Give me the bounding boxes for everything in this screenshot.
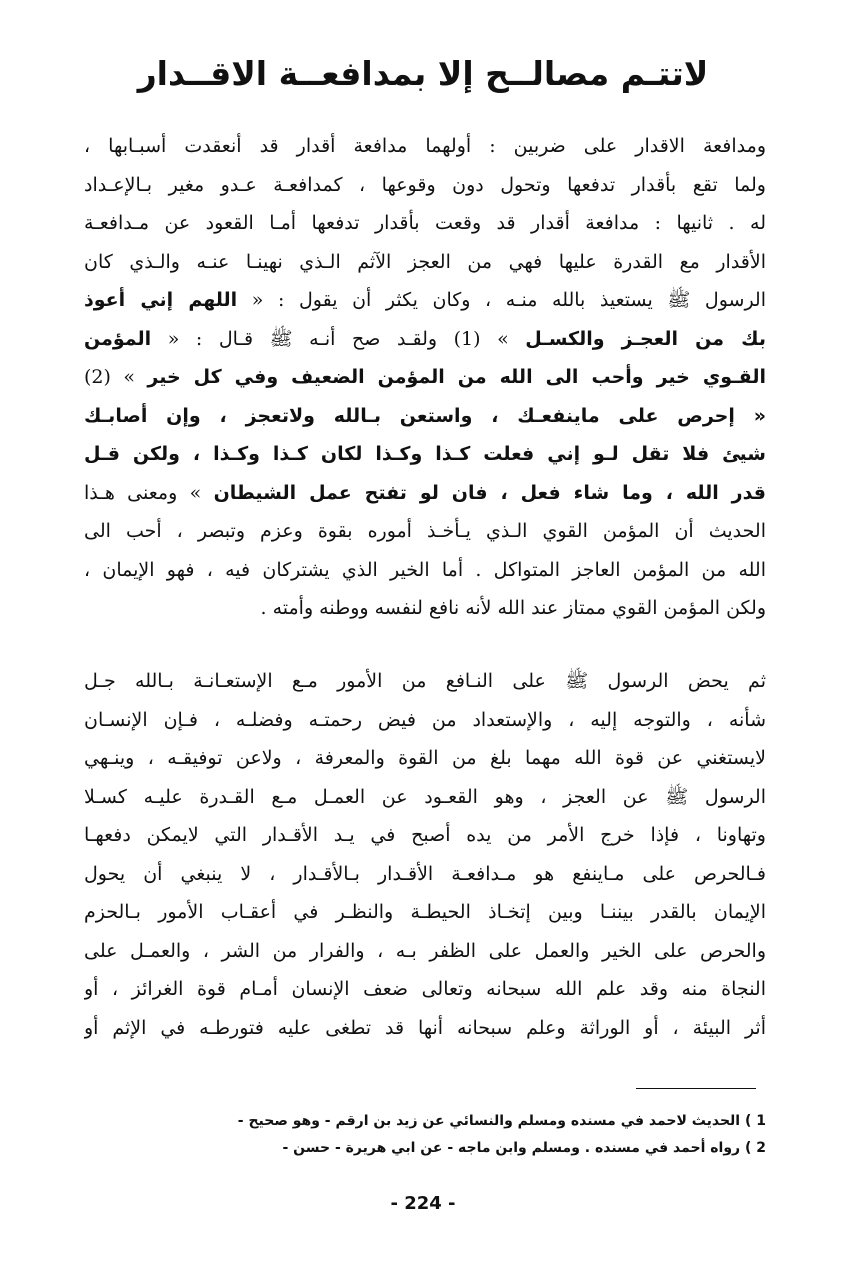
hadith-quote: اللهم إني أعوذ [84, 289, 238, 311]
footnotes [84, 1108, 766, 1162]
hadith-quote-line: شيئ فلا تقل لـو إني فعلت كـذا وكـذا لكان كـذا وكـذا ، ولكن قـل [84, 443, 766, 465]
hadith-quote: بك من العجـز والكسـل [525, 327, 766, 350]
text-line: وتهاونا ، فإذا خرج الأمر من يده أصبح في يـد الأقـدار التي لايمكن دفعهـا [84, 824, 766, 846]
text-line-mixed [84, 320, 766, 359]
text-line: ومدافعة الاقدار على ضربين : أولهما مدافعة أقدار قد أنعقدت أسبـابها ، [84, 135, 766, 157]
text-line-mixed [84, 474, 766, 513]
text-line: الإيمان بالقدر بيننـا وبين إتخـاذ الحيطـة والنظـر في أعقـاب الأمور بـالحزم [84, 901, 766, 923]
text-line: فـالحرص على مـاينفع هو مـدافعـة الأقـدار بـالأقـدار ، لا ينبغي أن يحول [84, 862, 766, 885]
text-segment: » (2) [84, 366, 148, 388]
text-segment: » ومعنى هـذا [84, 481, 214, 504]
footnote-2: 2 ) رواه أحمد في مسنده . ومسلم وابن ماجه - عن ابي هريرة - حسن - [282, 1140, 766, 1156]
text-line: الأقدار مع القدرة عليها فهي من العجز الآثم الـذي نهينـا عنـه والـذي كان [84, 250, 766, 273]
text-line-mixed [84, 358, 766, 397]
text-line: أثر البيئة ، أو الوراثة وعلم سبحانه أنها قد تطغى عليه فتورطـه في الإثم أو [84, 1016, 766, 1039]
text-line: الرسول ﷺ عن العجز ، وهو القعـود عن العمـل مـع القـدرة عليـه كسـلا [84, 785, 766, 808]
text-line: له . ثانيها : مدافعة أقدار قد وقعت بأقدار تدفعها أمـا القعود عن مـدافعـة [84, 212, 766, 234]
text-line: شأنه ، والتوجه إليه ، والإستعداد من فيض رحمتـه وفضلـه ، فـإن الإنسـان [84, 708, 766, 731]
paragraph-2 [84, 662, 766, 1047]
text-line: النجاة منه وقد علم الله سبحانه وتعالى ضعف الإنسان أمـام قوة الغرائز ، أو [84, 978, 766, 1000]
footnote-divider [636, 1088, 756, 1089]
text-line: ثم يحض الرسول ﷺ على النـافع من الأمور مـع الإستعـانـة بـالله جـل [84, 670, 766, 692]
hadith-quote-line: « إحرص على ماينفعـك ، واستعن بـالله ولاتعجز ، وإن أصابـك [84, 404, 766, 427]
footnote-1: 1 ) الحديث لاحمد في مسنده ومسلم والنسائي عن زيد بن ارقم - وهو صحيح - [237, 1113, 766, 1129]
text-segment: » (1) ولقـد صح أنـه ﷺ قـال : « [151, 327, 526, 350]
hadith-quote: القـوي خير وأحب الى الله من المؤمن الضعيف وفي كل خير [147, 366, 766, 388]
page-number: - 224 - [390, 1193, 456, 1214]
paragraph-1 [84, 127, 766, 628]
hadith-quote: قدر الله ، وما شاء فعل ، فان لو تفتح عمل الشيطان [213, 481, 766, 504]
text-line: الله من المؤمن العاجز المتواكل . أما الخير الذي يشتركان فيه ، فهو الإيمان ، [84, 558, 766, 581]
text-line: ولما تقع بأقدار تدفعها وتحول دون وقوعها ، كمدافعـة عـدو مغير بـالإعـداد [84, 173, 766, 196]
text-line: لايستغني عن قوة الله مهما بلغ من القوة والمعرفة ، ولاعن توفيقـه ، وينـهي [84, 747, 766, 769]
text-line-mixed [84, 281, 766, 320]
hadith-quote: المؤمن [84, 327, 152, 350]
text-segment: الرسول ﷺ يستعيذ بالله منـه ، وكان يكثر أن يقول : « [237, 289, 766, 311]
page-title: لاتتـم مصالــح إلا بمدافعــة الاقــدار [137, 54, 709, 93]
text-line: والحرص على الخير والعمل على الظفر بـه ، والفرار من الشر ، والعمـل على [84, 939, 766, 962]
text-line: الحديث أن المؤمن القوي الـذي يـأخـذ أموره بقوة وعزم وتبصر ، أحب الى [84, 520, 766, 542]
text-line-last: ولكن المؤمن القوي ممتاز عند الله لأنه نافع لنفسه ووطنه وأمته . [260, 597, 766, 619]
